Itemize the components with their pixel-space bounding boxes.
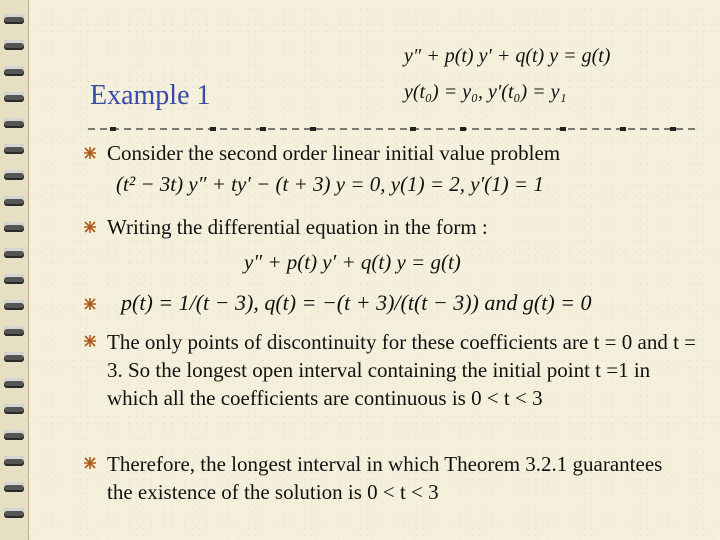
spiral-ring-icon — [4, 404, 24, 414]
bullet-text-1: Consider the second order linear initial value problem — [107, 141, 561, 165]
spiral-ring-icon — [4, 508, 24, 518]
spiral-ring-icon — [4, 170, 24, 180]
spiral-ring-icon — [4, 92, 24, 102]
spiral-ring-icon — [4, 14, 24, 24]
spiral-ring-icon — [4, 326, 24, 336]
spiral-ring-icon — [4, 300, 24, 310]
ivp-equation: (t² − 3t) y″ + ty′ − (t + 3) y = 0, y(1) = 2, y′(1) = 1 — [116, 172, 544, 196]
ornament-bullet-icon — [83, 220, 97, 234]
spiral-ring-icon — [4, 482, 24, 492]
spiral-ring-icon — [4, 66, 24, 76]
spiral-ring-icon — [4, 352, 24, 362]
spiral-ring-icon — [4, 118, 24, 128]
ornament-bullet-icon — [83, 146, 97, 160]
spiral-ring-icon — [4, 248, 24, 258]
spiral-ring-icon — [4, 196, 24, 206]
ornament-bullet-icon — [83, 297, 97, 311]
bullet-text-5: Therefore, the longest interval in which Theorem 3.2.1 guarantees the existence of the solution is 0 < t < 3 — [107, 452, 663, 504]
spiral-ring-icon — [4, 430, 24, 440]
spiral-ring-icon — [4, 274, 24, 284]
standard-form-equation: y″ + p(t) y′ + q(t) y = g(t) — [244, 250, 461, 274]
binder-strip — [0, 0, 29, 540]
spiral-ring-icon — [4, 144, 24, 154]
bullet-text-4: The only points of discontinuity for these coefficients are t = 0 and t = 3. So the longest open interval containing the initial point t =1 in which all the coefficients are continuous is 0 < t < 3 — [107, 330, 696, 410]
spiral-ring-icon — [4, 40, 24, 50]
spiral-ring-icon — [4, 222, 24, 232]
spiral-ring-icon — [4, 456, 24, 466]
coefficients-equation: p(t) = 1/(t − 3), q(t) = −(t + 3)/(t(t − 3)) and g(t) = 0 — [121, 290, 592, 315]
title-divider — [88, 127, 700, 131]
slide-title: Example 1 — [90, 80, 211, 111]
ornament-bullet-icon — [83, 334, 97, 348]
ornament-bullet-icon — [83, 456, 97, 470]
bullet-text-2: Writing the differential equation in the form : — [107, 215, 488, 239]
header-ode-equation: y″ + p(t) y′ + q(t) y = g(t) — [404, 45, 611, 67]
spiral-ring-icon — [4, 378, 24, 388]
header-initial-conditions: y(t₀) = y₀, y′(t₀) = y₁ — [404, 81, 567, 103]
